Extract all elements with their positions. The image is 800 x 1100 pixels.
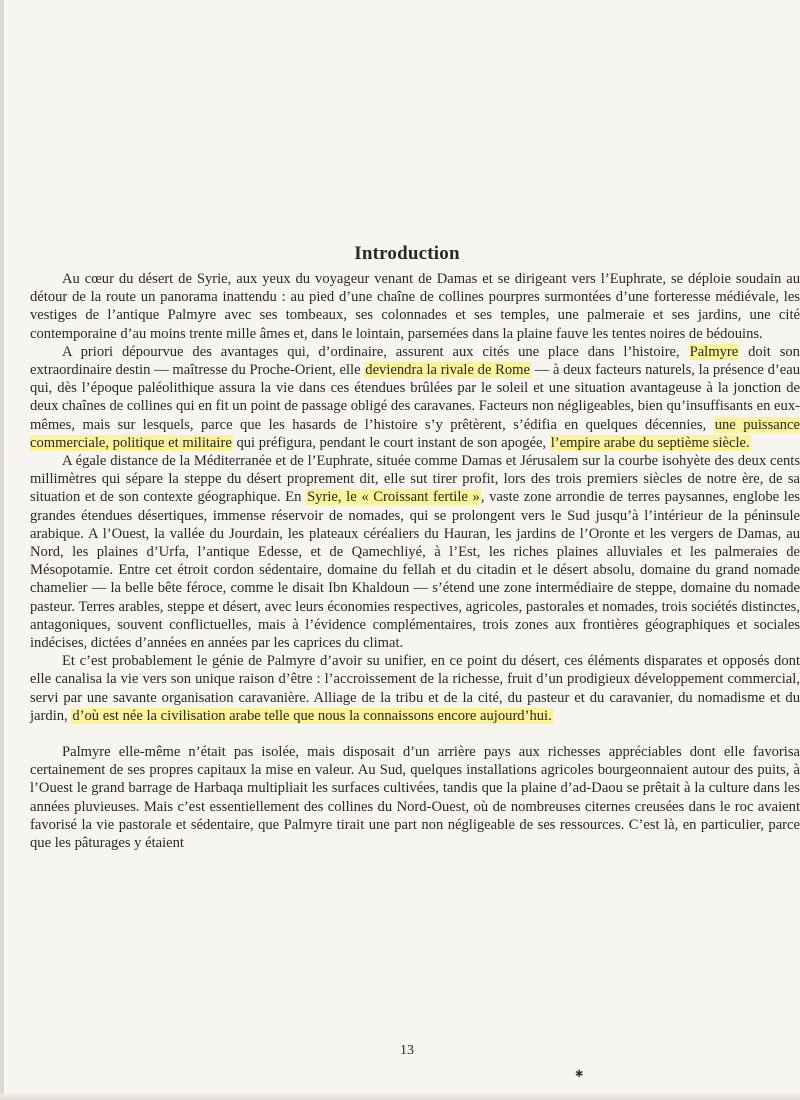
highlighted-passage: Syrie, le « Croissant fertile »: [307, 489, 480, 506]
body-text: [30, 270, 800, 852]
chapter-title: Introduction: [354, 242, 460, 264]
text-run: , vaste zone arrondie de terres paysannes, englobe les grandes étendues désertiques, immense réservoir de nomades, qui se prolongent vers le Sud jusqu’à l’intérieur de la péninsule arabique. A l’Ouest, la vallée du Jourdain, les plateaux céréaliers du Hauran, les jardins de l’Oronte et les vergers de Damas, au Nord, les plaines d’Urfa, l’antique Edesse, et de Qamechliyé, à l’Est, les riches plaines alluviales et les palmeraies de Mésopotamie. Entre cet étroit cordon sédentaire, domaine du fellah et du citadin et le désert absolu, domaine du grand nomade chamelier — la belle bête féroce, comme le disait Ibn Khaldoun — s’étend une zone intermédiaire de steppe, domaine du nomade pasteur. Terres arables, steppe et désert, avec leurs économies respectives, agricoles, pastorales et nomades, trois sociétés distinctes, antagoniques, souvent conflictuelles, mais à l’évidence complémentaires, trois zones aux frontières géographiques et sociales indécises, dictées d’années en années par les caprices du climat.: [30, 489, 800, 652]
ink-speck-mark: ✱: [575, 1069, 584, 1080]
paragraph-1: [30, 270, 800, 343]
paragraph-5: [30, 743, 800, 852]
text-run: doit son extraordinaire destin — maîtresse du Proche-Orient, elle: [30, 343, 800, 379]
page-number: 13: [400, 1043, 414, 1058]
text-run: Et c’est probablement le génie de Palmyre d’avoir su unifier, en ce point du désert, ces éléments disparates et opposés dont elle canalisa la vie vers son unique raison d’être : l’accroissement de la richesse, fruit d’un prodigieux développement commercial, servi par une savante organisation caravanière. Alliage de la tribu et de la cité, du pasteur et du caravanier, du nomadisme et du jardin,: [30, 653, 800, 724]
text-run: A égale distance de la Méditerranée et de l’Euphrate, située comme Damas et Jérusalem sur la courbe isohyète des deux cents millimètres qui sépare la steppe du désert proprement dit, elle sut tirer profit, lors des trois premiers siècles de notre ère, de sa situation et de son contexte géographique. En: [30, 453, 800, 506]
highlighted-passage: Palmyre: [689, 343, 739, 360]
page-binding-edge: [0, 0, 4, 1100]
paragraph-3: [30, 452, 800, 652]
text-run: Au cœur du désert de Syrie, aux yeux du voyageur venant de Damas et se dirigeant vers l’Euphrate, se déploie soudain au détour de la route un panorama inattendu : au pied d’une chaîne de collines pourpres surmontées d’une forteresse médiévale, les vestiges de l’antique Palmyre avec ses tombeaux, ses colonnades et ses temples, une palmeraie et ses jardins, une cité contemporaine d’au moins trente mille âmes et, dans le lointain, parsemées dans la plaine fauve les tentes noires de bédouins.: [30, 271, 800, 342]
highlighted-passage: d’où est née la civilisation arabe telle que nous la connaissons encore aujourd’hui.: [72, 707, 552, 724]
text-run: qui préfigura, pendant le court instant de son apogée,: [232, 434, 550, 451]
text-run: A priori dépourvue des avantages qui, d’ordinaire, assurent aux cités une place dans l’histoire,: [62, 343, 689, 360]
paragraph-2: [30, 343, 800, 452]
page-bottom-edge: [0, 1094, 800, 1100]
paragraph-4: [30, 652, 800, 725]
text-run: — à deux facteurs naturels, la présence d’eau qui, dès l’époque paléolithique assura la vie dans ces étendues brûlées par le soleil et une situation avantageuse à la jonction de deux chaînes de collines qui en fit un point de passage obligé des caravanes. Facteurs non négligeables, bien qu’insuffisants en eux-mêmes, mais sur lesquels, parce que les hasards de l’histoire s’y prêtèrent, s’édifia en quelques décennies,: [30, 362, 800, 433]
highlighted-passage: deviendra la rivale de Rome: [365, 362, 530, 379]
highlighted-passage: une puissance commerciale, politique et militaire: [30, 416, 800, 451]
text-run: Palmyre elle-même n’était pas isolée, mais disposait d’un arrière pays aux richesses appréciables dont elle favorisa certainement de ses propres capitaux la mise en valeur. Au Sud, quelques installations agricoles bourgeonnaient autour des puits, à l’Ouest le grand barrage de Harbaqa multipliait les surfaces cultivées, tandis que la plaine d’ad-Daou se prêtait à la culture dans les années pluvieuses. Mais c’est essentiellement des collines du Nord-Ouest, où de nombreuses citernes creusées dans le roc avaient favorisé la vie pastorale et sédentaire, que Palmyre tirait une part non négligeable de ses ressources. C’est là, en particulier, parce que les pâturages y étaient: [30, 744, 800, 852]
highlighted-passage: l’empire arabe du septième siècle.: [550, 434, 750, 451]
